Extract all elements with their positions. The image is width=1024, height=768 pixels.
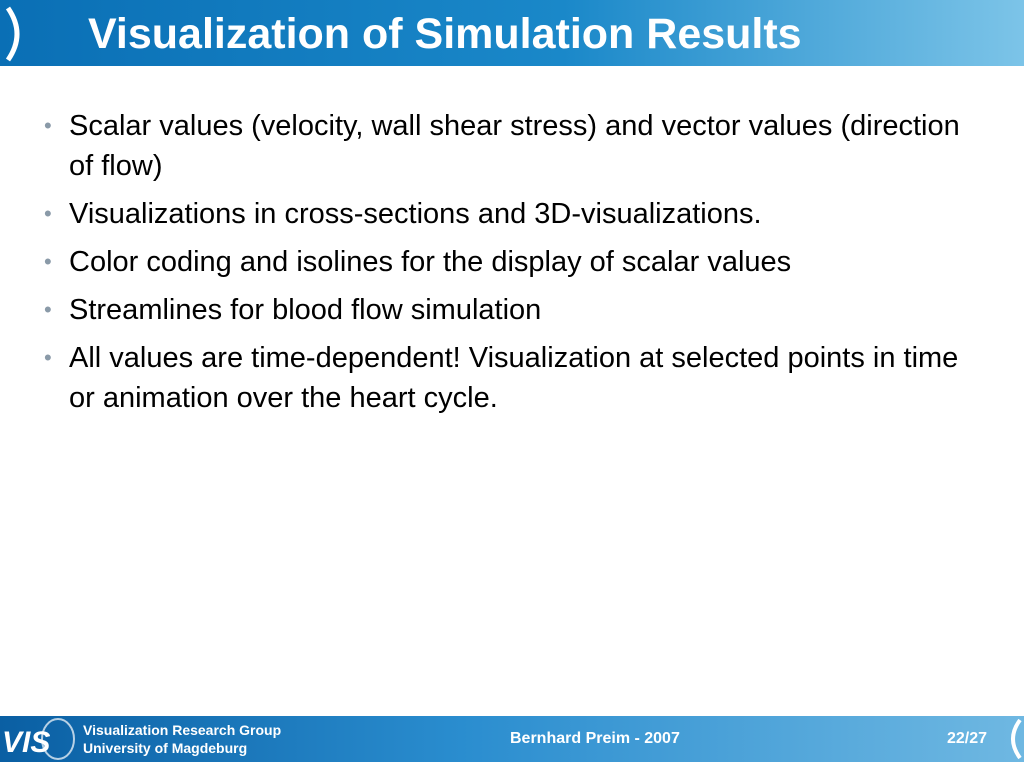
slide-title: Visualization of Simulation Results — [88, 10, 802, 58]
parenthesis-decoration-icon — [1004, 716, 1024, 762]
bullet-icon: • — [44, 113, 52, 138]
bullet-text: Scalar values (velocity, wall shear stress) and vector values (direction of flow) — [69, 110, 960, 182]
group-name: Visualization Research Group — [83, 722, 282, 738]
bullet-item — [44, 290, 984, 330]
bullet-item — [44, 338, 984, 418]
vis-logo — [0, 716, 80, 762]
university-name: University of Magdeburg — [83, 740, 248, 756]
bullet-icon: • — [44, 249, 52, 274]
title-bar — [0, 0, 1024, 66]
bullet-icon: • — [44, 345, 52, 370]
slide-content — [44, 106, 984, 426]
bullet-text: Color coding and isolines for the display of scalar values — [69, 246, 792, 278]
bullet-icon: • — [44, 297, 52, 322]
research-group-label — [83, 721, 281, 757]
bullet-text: All values are time-dependent! Visualization at selected points in time or animation over the heart cycle. — [69, 342, 959, 414]
bullet-item — [44, 194, 984, 234]
bullet-icon: • — [44, 201, 52, 226]
page-number: 22/27 — [947, 730, 988, 747]
footer-bar — [0, 716, 1024, 762]
bullet-list — [44, 106, 984, 418]
bullet-text: Streamlines for blood flow simulation — [69, 294, 542, 326]
bullet-item — [44, 106, 984, 186]
parenthesis-decoration-icon — [2, 6, 28, 62]
bullet-text: Visualizations in cross-sections and 3D-visualizations. — [69, 198, 762, 230]
footer-author: Bernhard Preim - 2007 — [510, 730, 680, 747]
bullet-item — [44, 242, 984, 282]
logo-text: VIS — [2, 726, 51, 759]
